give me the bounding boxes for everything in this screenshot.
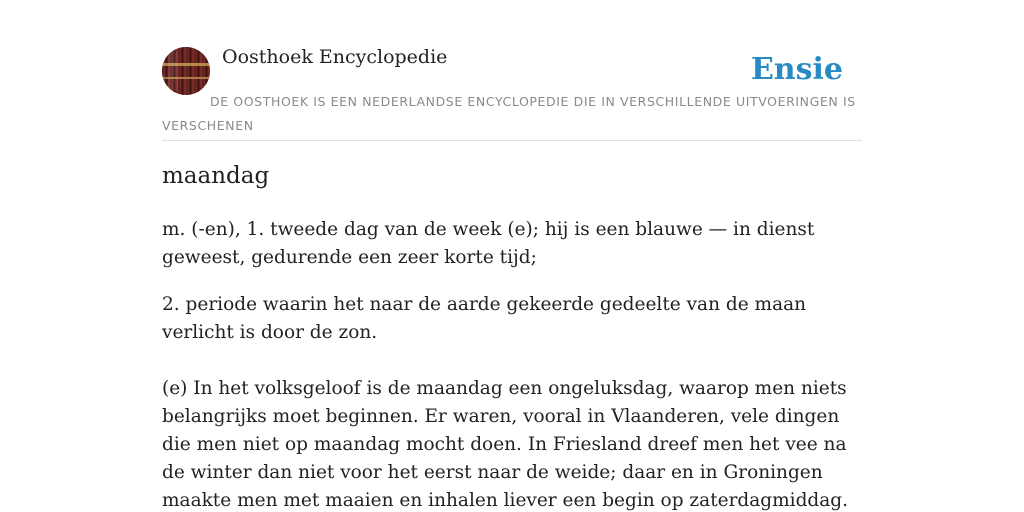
- books-shine: [168, 51, 178, 91]
- entry-headword: maandag: [162, 163, 270, 189]
- encyclopedia-books-icon[interactable]: [162, 47, 210, 95]
- entry-paragraph: m. (-en), 1. tweede dag van de week (e); hij is een blauwe — in dienst geweest, gedurende een zeer korte tijd;: [162, 219, 815, 268]
- entry-paragraph: 2. periode waarin het naar de aarde gekeerde gedeelte van de maan verlicht is door de zon.: [162, 294, 807, 343]
- site-header: [162, 0, 862, 141]
- site-title[interactable]: Oosthoek Encyclopedie: [222, 46, 448, 68]
- page-content: [162, 0, 862, 511]
- entry-paragraph: (e) In het volksgeloof is de maandag een ongeluksdag, waarop men niets belangrijks moet beginnen. Er waren, vooral in Vlaanderen, vele dingen die men niet op maandag mocht doen. In Friesland dreef men het vee na de winter dan niet voor het eerst naar de weide; daar en in Groningen maakte men met maaien en inhalen liever een begin op zaterdagmiddag.: [162, 378, 849, 511]
- brand-logo[interactable]: Ensie: [750, 52, 843, 87]
- site-tagline: DE OOSTHOEK IS EEN NEDERLANDSE ENCYCLOPEDIE DIE IN VERSCHILLENDE UITVOERINGEN IS VERSCHENEN: [162, 94, 856, 133]
